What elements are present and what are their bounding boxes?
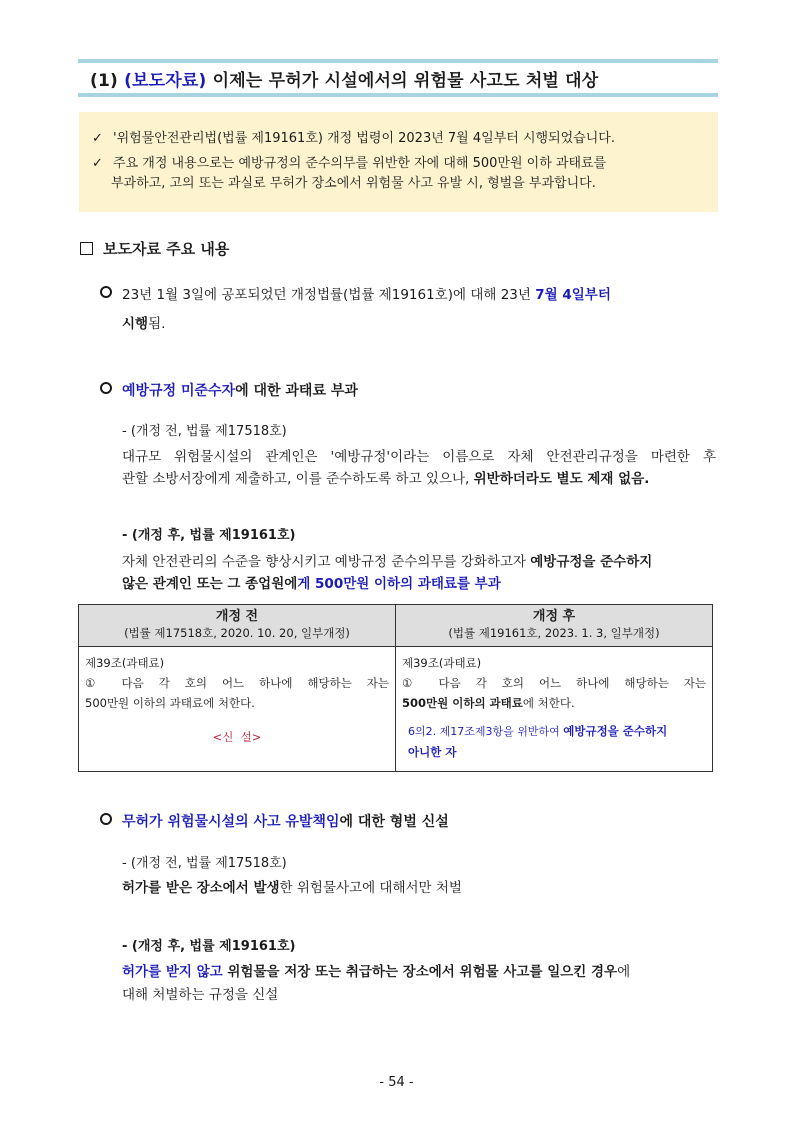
table-before-clause: ① 다음 각 호의 어느 하나에 해당하는 자는 bbox=[85, 676, 389, 690]
summary-text-2b: 부과하고, 고의 또는 과실로 무허가 장소에서 위험물 사고 유발 시, 형벌을 부과합니다. bbox=[111, 176, 596, 191]
table-before-new: <신 설> bbox=[212, 730, 262, 744]
point1-enforce: 시행 bbox=[122, 316, 149, 332]
table-after-new-emph: 예방규정을 준수하지 bbox=[563, 724, 668, 738]
point3-heading-rest: 에 대한 형벌 신설 bbox=[339, 814, 449, 830]
table-after-penalty bbox=[402, 693, 706, 713]
section-heading-text: 보도자료 주요 내용 bbox=[103, 240, 230, 258]
square-bullet-icon bbox=[80, 242, 93, 255]
comparison-table bbox=[78, 604, 713, 772]
point1-end: 됨. bbox=[148, 316, 166, 332]
table-header-before bbox=[79, 605, 396, 647]
point3-after-emph: 위험물을 저장 또는 취급하는 장소에서 위험물 사고를 일으킨 경우 bbox=[222, 964, 618, 980]
point3-after-end: 에 bbox=[617, 964, 631, 980]
title-prefix: (1) bbox=[90, 71, 125, 91]
point2-before-line2 bbox=[122, 466, 649, 493]
table-before-article: 제39조(과태료) bbox=[85, 656, 165, 670]
table-after-new bbox=[402, 721, 706, 763]
summary-text-2a: 주요 개정 내용으로는 예방규정의 준수의무를 위반한 자에 대해 500만원 이하 과태료를 bbox=[113, 156, 607, 171]
title-bar-bottom bbox=[78, 93, 718, 97]
point3-heading-blue: 무허가 위험물시설의 사고 유발책임 bbox=[122, 814, 340, 830]
point2-heading-rest: 에 대한 과태료 부과 bbox=[235, 383, 358, 399]
point2-before-label: - (개정 전, 법률 제17518호) bbox=[122, 424, 287, 439]
table-header-after bbox=[396, 605, 713, 647]
point2-after-text: 자체 안전관리의 수준을 향상시키고 예방규정 준수의무를 강화하고자 bbox=[122, 554, 531, 570]
page-number: - 54 - bbox=[379, 1075, 414, 1090]
table-cell-before bbox=[79, 647, 396, 772]
circle-bullet-icon bbox=[100, 286, 112, 298]
page-title bbox=[90, 66, 598, 91]
point2-heading-blue: 예방규정 미준수자 bbox=[122, 383, 236, 399]
point2-after-emph: 예방규정을 준수하지 bbox=[530, 554, 653, 570]
circle-bullet-icon bbox=[100, 382, 112, 394]
title-bar-top bbox=[78, 59, 718, 63]
point1-line1 bbox=[100, 282, 611, 309]
table-after-article: 제39조(과태료) bbox=[402, 656, 482, 670]
table-header-after-title: 개정 후 bbox=[532, 609, 576, 624]
point3-before-rest: 한 위험물사고에 대해서만 처벌 bbox=[279, 880, 462, 896]
point3-heading bbox=[100, 809, 449, 836]
table-after-clause: ① 다음 각 호의 어느 하나에 해당하는 자는 bbox=[402, 676, 706, 690]
point1-line2 bbox=[122, 311, 165, 338]
point1-date: 7월 4일부터 bbox=[535, 287, 611, 303]
point3-before-emph: 허가를 받은 장소에서 발생 bbox=[122, 880, 280, 896]
summary-item-1 bbox=[92, 129, 615, 149]
point2-after-line2 bbox=[122, 571, 501, 598]
point2-before-text: 관할 소방서장에게 제출하고, 이를 준수하도록 하고 있으나, bbox=[122, 471, 474, 487]
point2-after-emph2: 않은 관계인 또는 그 종업원에 bbox=[122, 576, 298, 592]
title-rest: 이제는 무허가 시설에서의 위험물 사고도 처벌 대상 bbox=[206, 71, 599, 91]
table-after-penalty-emph: 500만원 이하의 과태료 bbox=[402, 696, 523, 710]
point1-text: 23년 1월 3일에 공포되었던 개정법률(법률 제19161호)에 대해 23년 bbox=[122, 287, 536, 303]
point3-after-line2: 대해 처벌하는 규정을 신설 bbox=[122, 987, 279, 1003]
table-before-penalty: 500만원 이하의 과태료에 처한다. bbox=[85, 696, 255, 710]
title-highlight: (보도자료) bbox=[124, 71, 207, 91]
table-after-new-emph2: 아니한 자 bbox=[408, 745, 457, 759]
table-after-penalty-rest: 에 처한다. bbox=[522, 696, 575, 710]
section-heading bbox=[80, 238, 229, 259]
point3-after-label: - (개정 후, 법률 제19161호) bbox=[122, 939, 296, 954]
table-after-new-text: 6의2. 제17조제3항을 위반하여 bbox=[408, 725, 564, 738]
point3-after-blue: 허가를 받지 않고 bbox=[122, 964, 223, 980]
table-header-before-sub: (법률 제17518호, 2020. 10. 20, 일부개정) bbox=[124, 626, 350, 640]
check-icon: ✓ bbox=[92, 131, 103, 146]
summary-item-2 bbox=[92, 154, 606, 174]
point3-before-text bbox=[122, 875, 462, 902]
point2-heading bbox=[100, 378, 358, 405]
point2-after-blue: 게 500만원 이하의 과태료를 부과 bbox=[297, 576, 501, 592]
point2-after-label: - (개정 후, 법률 제19161호) bbox=[122, 528, 296, 543]
check-icon: ✓ bbox=[92, 156, 103, 171]
point2-before-emph: 위반하더라도 별도 제재 없음. bbox=[473, 471, 650, 487]
table-cell-after bbox=[396, 647, 713, 772]
point2-before-line1: 대규모 위험물시설의 관계인은 '예방규정'이라는 이름으로 자체 안전관리규정을 마련한 후 bbox=[122, 449, 716, 465]
table-header-before-title: 개정 전 bbox=[215, 609, 259, 624]
summary-text-1: '위험물안전관리법(법률 제19161호) 개정 법령이 2023년 7월 4일부터 시행되었습니다. bbox=[113, 131, 615, 146]
point3-before-label: - (개정 전, 법률 제17518호) bbox=[122, 856, 287, 871]
circle-bullet-icon bbox=[100, 813, 112, 825]
table-header-after-sub: (법률 제19161호, 2023. 1. 3, 일부개정) bbox=[448, 626, 660, 640]
